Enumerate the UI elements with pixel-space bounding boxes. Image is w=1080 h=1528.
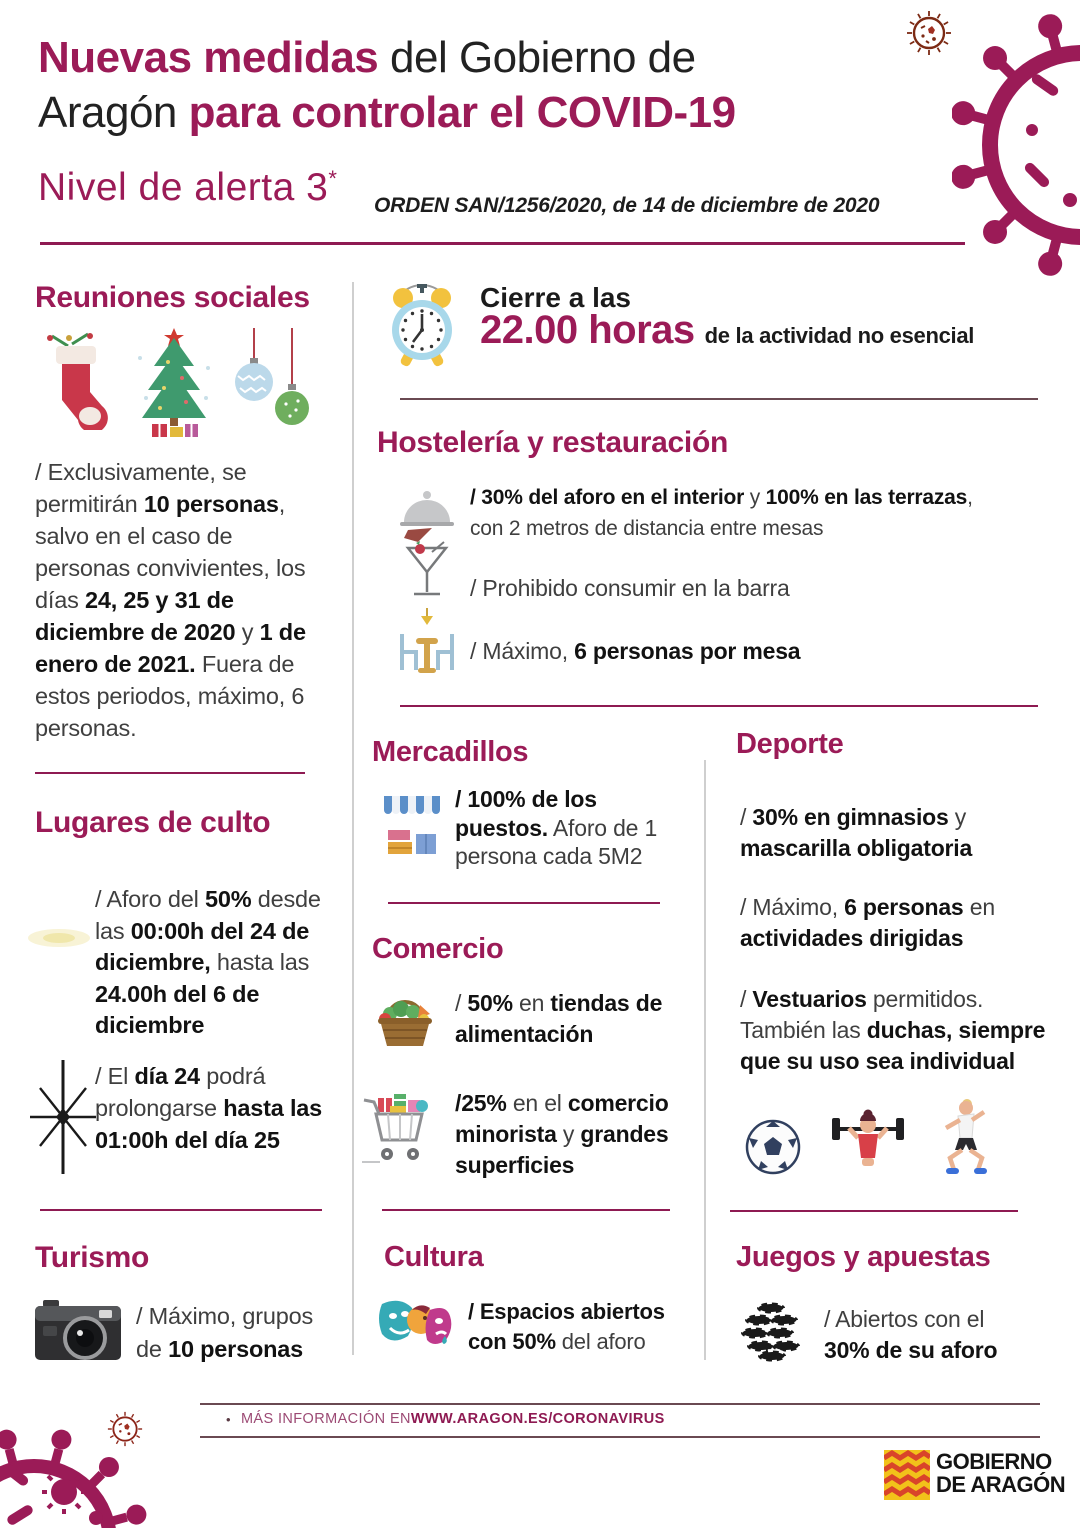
closure-time: 22.00 horas [480,308,695,352]
poker-chips-icon [740,1298,804,1364]
juegos-item1-text: / Abiertos con el 30% de su aforo [824,1306,998,1363]
section-heading-culto: Lugares de culto [35,806,271,839]
title-rest-1: del Gobierno de [378,33,696,82]
separator-line [40,1209,322,1211]
culto-item2-text: / El día 24 podrá prolongarse hasta las 01:00h del día 25 [95,1063,323,1153]
candle-glow-icon [26,920,92,956]
section-heading-turismo: Turismo [35,1241,150,1274]
hosteleria-item3-text: / Máximo, 6 personas por mesa [470,638,801,664]
coronavirus-icon [0,1392,204,1528]
alert-level: Nivel de alerta 3* [38,166,338,209]
government-logo-text [936,1450,1065,1496]
cultura-item1-text: / Espacios abiertos con 50% del aforo [468,1299,665,1354]
footer-info-url: WWW.ARAGON.ES/CORONAVIRUS [410,1411,665,1427]
coronavirus-outline-icon [104,1408,146,1450]
section-heading-hosteleria: Hostelería y restauración [377,426,728,459]
camera-icon [35,1298,121,1362]
christmas-tree-icon [128,326,220,438]
separator-line [400,705,1038,707]
logo-line2: DE ARAGÓN [936,1472,1066,1497]
closure-line [480,308,974,353]
hosteleria-item1-text: / 30% del aforo en el interior y 100% en las terrazas, con 2 metros de distancia entre mesas [470,486,973,540]
separator-line [388,902,660,904]
alarm-clock-icon [382,278,462,370]
grocery-basket-icon [374,992,436,1052]
reuniones-body-text: / Exclusivamente, se permitirán 10 personas, salvo en el caso de personas convivientes, los días 24, 25 y 31 de diciembre de 2020 y 1 de enero de 2021. Fuera de estos periodos, máximo, 6 personas. [35,459,306,741]
footer-info-prefix: MÁS INFORMACIÓN EN [240,1411,411,1427]
title-accent-1: Nuevas medidas [38,33,379,82]
bullet-icon: • [226,1411,231,1427]
section-heading-juegos: Juegos y apuestas [736,1241,991,1273]
christmas-stocking-icon [38,332,110,430]
aragon-flag-icon [884,1450,930,1500]
weightlifter-icon [832,1108,904,1176]
deporte-item3-text: / Vestuarios permitidos. También las duchas, siempre que su uso sea individual [740,986,1046,1074]
closure-post-text: de la actividad no esencial [704,323,975,348]
turismo-item1-text: / Máximo, grupos de 10 personas [136,1303,314,1362]
soccer-ball-icon [744,1118,802,1176]
column-divider-left [352,282,354,1355]
deporte-item2-text: / Máximo, 6 personas en actividades dirigidas [740,894,995,951]
runner-icon [932,1098,990,1182]
header-separator-line [40,242,965,245]
separator-line [382,1209,670,1211]
footer-top-line [200,1403,1040,1405]
alert-asterisk: * [328,166,338,191]
title-accent-2: para controlar el COVID-19 [188,88,736,137]
logo-line1: GOBIERNO [936,1449,1052,1474]
comercio-item1-text: / 50% en tiendas de alimentación [455,990,663,1047]
culto-item1-text: / Aforo del 50% desde las 00:00h del 24 de diciembre, hasta las 24.00h del 6 de diciembre [95,886,321,1038]
serving-cloche-icon [398,482,456,544]
separator-line [35,772,305,774]
coronavirus-outline-icon [902,6,956,60]
page-title [38,30,898,140]
comercio-item2-text: /25% en el comercio minorista y grandes superficies [455,1090,669,1178]
deporte-item1-text: / 30% en gimnasios y mascarilla obligatoria [740,804,973,861]
coronavirus-icon [952,10,1080,278]
title-start-2: Aragón [38,88,189,137]
market-stall-icon [384,796,440,856]
separator-line [730,1210,1018,1212]
section-heading-deporte: Deporte [736,728,844,760]
closure-pre-text: Cierre a las [480,282,631,313]
column-divider-right [704,760,706,1360]
section-heading-mercadillos: Mercadillos [372,736,529,768]
theater-masks-icon [376,1296,452,1354]
mercadillos-item1-text: / 100% de los puestos. Aforo de 1 persona cada 5M2 [455,786,658,869]
section-heading-cultura: Cultura [384,1241,484,1273]
separator-line [400,398,1038,400]
shopping-cart-icon [360,1090,434,1166]
hosteleria-item2-text: / Prohibido consumir en la barra [470,575,790,601]
bethlehem-star-icon [24,1058,102,1176]
table-and-chairs-icon [390,608,464,682]
footer-info [226,1411,665,1427]
footer-bottom-line [200,1436,1040,1438]
section-heading-comercio: Comercio [372,933,504,965]
christmas-ornaments-icon [228,328,320,434]
order-reference: ORDEN SAN/1256/2020, de 14 de diciembre de 2020 [374,194,880,217]
section-heading-reuniones: Reuniones sociales [35,281,310,314]
